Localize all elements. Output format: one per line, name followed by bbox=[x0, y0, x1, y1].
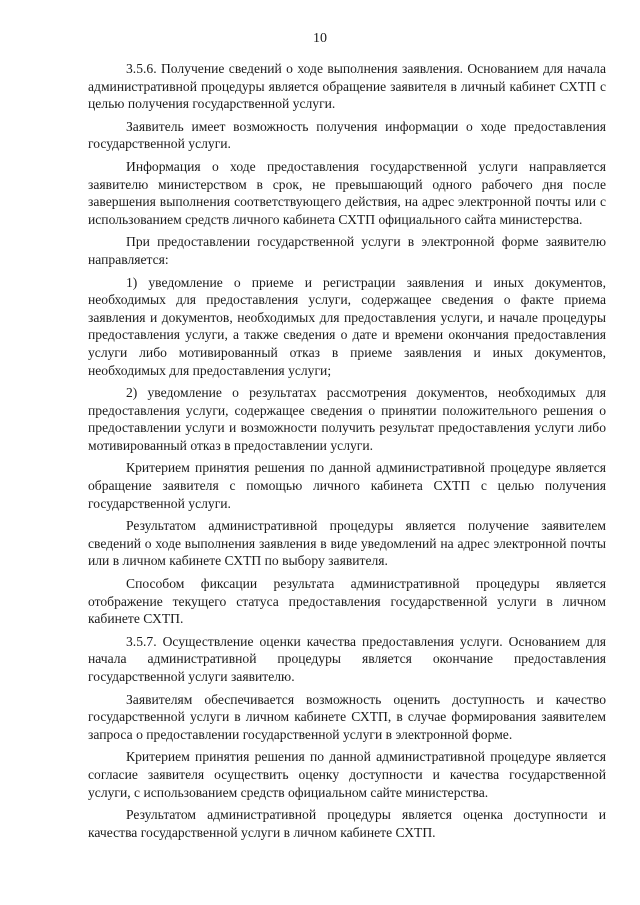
paragraph-result-1: Результатом административной процедуры является получение заявителем сведений о ходе выполнения заявления в виде уведомлений на адрес электронной почты или в личном кабинете СХТП по выбору заявителя. bbox=[88, 518, 606, 569]
paragraph-assessment-possibility: Заявителям обеспечивается возможность оценить доступность и качество государственной услуги в личном кабинете СХТП, в случае формирования заявителем запроса о предоставлении государственной услуги в электронной форме. bbox=[88, 691, 606, 742]
paragraph-electronic-form: При предоставлении государственной услуги в электронной форме заявителю направляется: bbox=[88, 234, 606, 267]
list-item-1: 1) уведомление о приеме и регистрации заявления и иных документов, необходимых для предоставления услуги, содержащее сведения о факте приема заявления и документов, необходимых для предоставления услуги, и начале процедуры предоставления услуги, а также сведения о дате и времени окончания предоставления услуги либо мотивированный отказ в приеме заявления и иных документов, необходимых для предоставления услуги; bbox=[88, 274, 606, 378]
paragraph-info-possibility: Заявитель имеет возможность получения информации о ходе предоставления государственной услуги. bbox=[88, 118, 606, 152]
paragraph-3-5-7: 3.5.7. Осуществление оценки качества предоставления услуги. Основанием для начала административной процедуры является окончание предоставления государственной услуги заявителю. bbox=[88, 633, 606, 684]
paragraph-3-5-6: 3.5.6. Получение сведений о ходе выполнения заявления. Основанием для начала административной процедуры является обращение заявителя в личный кабинет СХТП с целью получения государственной услуги. bbox=[88, 61, 606, 112]
paragraph-criterion-2: Критерием принятия решения по данной административной процедуре является согласие заявителя осуществить оценку доступности и качества государственной услуги, с использованием средств официальном сайте министерства. bbox=[88, 749, 606, 800]
document-body bbox=[88, 60, 606, 846]
paragraph-result-2: Результатом административной процедуры является оценка доступности и качества государственной услуги в личном кабинете СХТП. bbox=[88, 807, 606, 840]
paragraph-fixation: Способом фиксации результата административной процедуры является отображение текущего статуса предоставления государственной услуги в личном кабинете СХТП. bbox=[88, 576, 606, 627]
page-number: 10 bbox=[313, 31, 327, 46]
paragraph-criterion-1: Критерием принятия решения по данной административной процедуре является обращение заявителя с помощью личного кабинета СХТП с целью получения государственной услуги. bbox=[88, 460, 606, 511]
paragraph-info-delivery: Информация о ходе предоставления государственной услуги направляется заявителю министерством в срок, не превышающий одного рабочего дня после завершения выполнения соответствующего действия, на адрес электронной почты или с использованием средств личного кабинета СХТП официального сайта министерства. bbox=[88, 158, 606, 227]
list-item-2: 2) уведомление о результатах рассмотрения документов, необходимых для предоставления услуги, содержащее сведения о принятии положительного решения о предоставлении услуги и возможности получить результат предоставления услуги либо мотивированный отказ в предоставлении услуги. bbox=[88, 385, 606, 453]
